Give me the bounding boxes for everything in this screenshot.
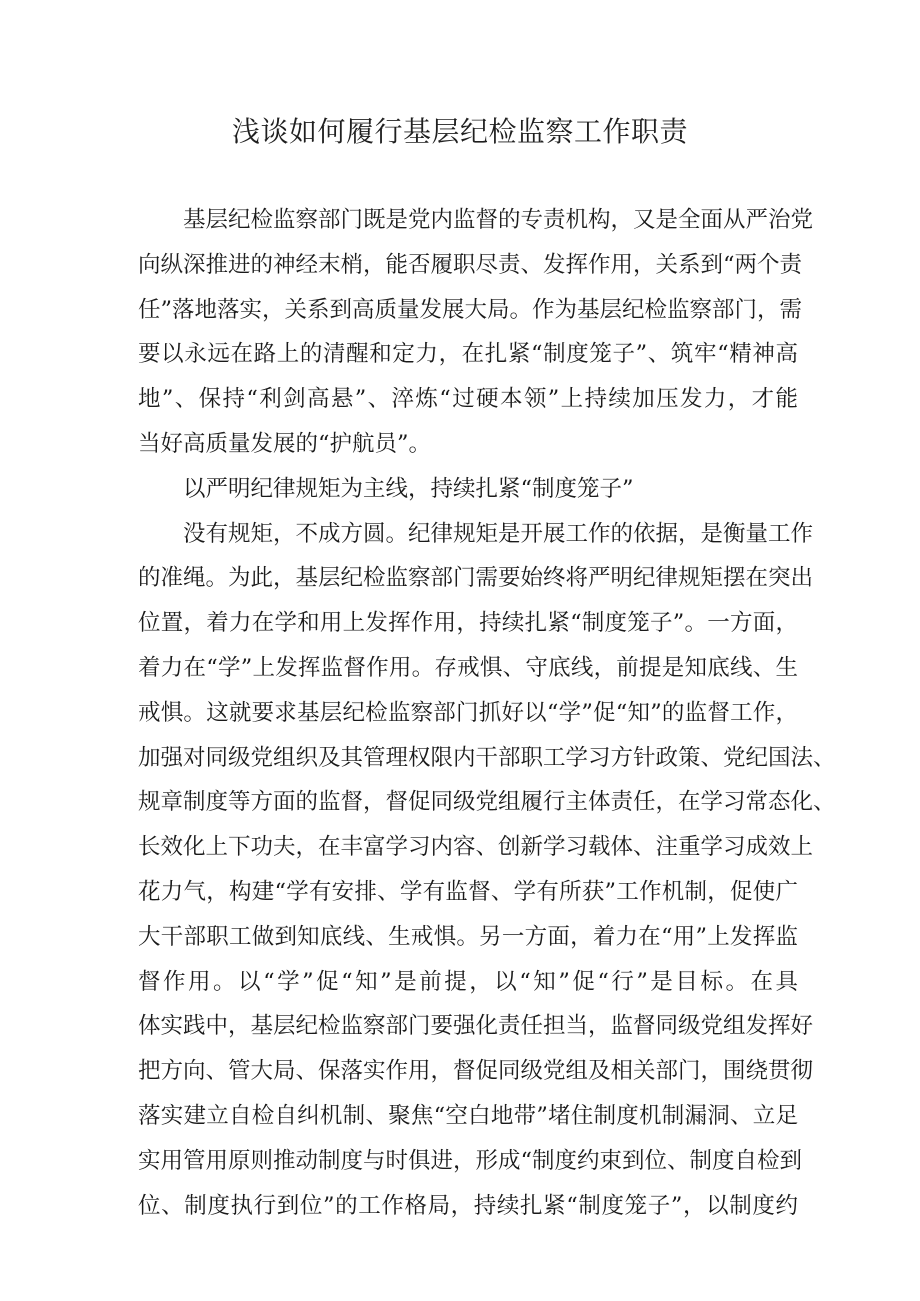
text-line: 长效化上下功夫，在丰富学习内容、创新学习载体、注重学习成效上 [138,834,814,861]
text-line: 位置，着力在学和用上发挥作用，持续扎紧“制度笼子”。一方面， [138,610,798,637]
document-body [138,198,836,1228]
text-line: 督作用。以“学”促“知”是前提，以“知”促“行”是目标。在具 [138,968,798,995]
section-1-paragraph [138,512,836,1229]
text-line: 体实践中，基层纪检监察部门要强化责任担当，监督同级党组发挥好 [138,1013,814,1040]
text-line: 要以永远在路上的清醒和定力，在扎紧“制度笼子”、筑牢“精神高 [138,341,798,368]
intro-paragraph [138,198,814,467]
text-line: 没有规矩，不成方圆。纪律规矩是开展工作的依据，是衡量工作 [183,520,814,547]
text-line: 基层纪检监察部门既是党内监督的专责机构，又是全面从严治党 [183,207,814,233]
text-line: 落实建立自检自纠机制、聚焦“空白地带”堵住制度机制漏洞、立足 [138,1102,798,1129]
text-line: 的准绳。为此，基层纪检监察部门需要始终将严明纪律规矩摆在突出 [138,565,814,592]
document-title: 浅谈如何履行基层纪检监察工作职责 [231,115,688,148]
text-line: 任”落地落实，关系到高质量发展大局。作为基层纪检监察部门，需 [138,296,803,323]
text-line: 地”、保持“利剑高悬”、淬炼“过硬本领”上持续加压发力，才能 [138,386,798,413]
text-line: 着力在“学”上发挥监督作用。存戒惧、守底线，前提是知底线、生 [138,654,798,681]
text-line: 大干部职工做到知底线、生戒惧。另一方面，着力在“用”上发挥监 [138,923,798,950]
text-line: 花力气，构建“学有安排、学有监督、学有所获”工作机制，促使广 [138,878,798,905]
text-line: 向纵深推进的神经末梢，能否履职尽责、发挥作用，关系到“两个责 [138,251,803,278]
text-line: 当好高质量发展的“护航员”。 [138,430,432,457]
text-line: 戒惧。这就要求基层纪检监察部门抓好以“学”促“知”的监督工作， [138,699,798,726]
section-heading-1 [138,467,798,512]
text-line: 加强对同级党组织及其管理权限内干部职工学习方针政策、党纪国法、 [138,744,836,771]
text-line: 把方向、管大局、保落实作用，督促同级党组及相关部门，围绕贯彻 [138,1058,814,1085]
section-heading-text: 以严明纪律规矩为主线，持续扎紧“制度笼子” [183,475,634,502]
text-line: 位、制度执行到位”的工作格局，持续扎紧“制度笼子”，以制度约 [138,1192,798,1219]
text-line: 规章制度等方面的监督，督促同级党组履行主体责任，在学习常态化、 [138,789,836,816]
text-line: 实用管用原则推动制度与时俱进，形成“制度约束到位、制度自检到 [138,1147,803,1174]
